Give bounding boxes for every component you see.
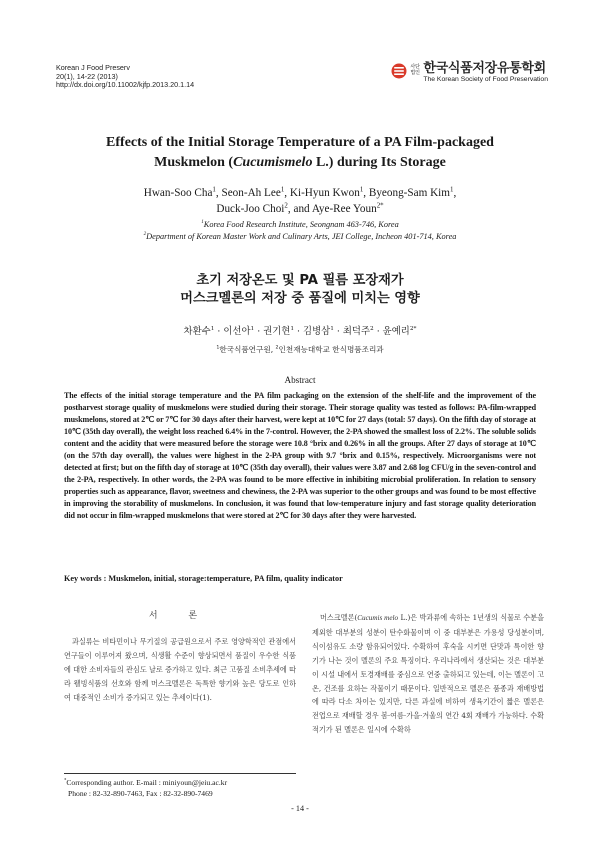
species-name: Cucumis melo: [357, 614, 399, 622]
korean-author-list: 차환수$^1$ · 이선아$^1$ · 권기현$^1$ · 김병삼$^1$ · 최덕주$^2$ · 윤예리$^{2*}$: [183, 325, 417, 337]
left-column: [64, 610, 296, 704]
footnote-phone: Phone : 82-32-890-7463, Fax : 82-32-890-7469: [68, 789, 213, 798]
authors-line-1: Hwan-Soo Cha$^1$, Seon-Ah Lee$^1$, Ki-Hyun Kwon$^1$, Byeong-Sam Kim$^1$,: [143, 185, 457, 199]
society-name-en: The Korean Society of Food Preservation: [423, 76, 548, 83]
author: Ki-Hyun Kwon: [289, 187, 360, 199]
journal-name: Korean J Food Preserv: [56, 63, 130, 72]
footnote-email: Corresponding author. E-mail : miniyoun@jeiu.ac.kr: [66, 778, 228, 787]
affiliation: $^2$Department of Korean Master Work and Culinary Arts, JEI College, Incheon 401-714, Korea: [143, 230, 457, 241]
keywords-label: Key words: [64, 574, 102, 583]
title-line-1: Effects of the Initial Storage Temperature of a PA Film-packaged: [106, 135, 494, 150]
author: Aye-Ree Youn: [311, 203, 377, 215]
authors-line-2: Duck-Joo Choi$^2$, and Aye-Ree Youn$^{2*}$: [216, 201, 384, 215]
society-name-ko: 한국식품저장유통학회: [423, 61, 546, 76]
keywords: Key words : Muskmelon, initial, storage:temperature, PA film, quality indicator: [64, 574, 343, 583]
author: Hwan-Soo Cha: [143, 187, 213, 199]
abstract-heading: Abstract: [284, 375, 316, 385]
keywords-text: Muskmelon, initial, storage:temperature, PA film, quality indicator: [108, 574, 343, 583]
journal-doi[interactable]: http://dx.doi.org/10.11002/kjfp.2013.20.1.14: [56, 80, 195, 90]
korean-affiliations: $^1$한국식품연구원, $^2$인천재능대학교 한식명품조리과: [216, 345, 384, 354]
page-number: - 14 -: [291, 804, 309, 813]
journal-issue: 20(1), 14-22 (2013): [56, 71, 118, 81]
korean-title: 초기 저장온도 및 PA 필름 포장재가 머스크멜론의 저장 중 품질에 미치는 영향: [180, 273, 420, 306]
society-small-label: 사단 법인: [410, 64, 420, 76]
intro-paragraph-right: 머스크멜론(Cucumis melo L.)은 박과류에 속하는 1년생의 식물로 수분을 제외한 대부분의 성분이 탄수화물이며 이 중 대부분은 가용성 당성분이며, 식이섬유도 소량 함유되어있다. 수확하여 후숙을 시키면 단맛과 특이한 향기가 나는 것이 멜론의 주요 특징이다. 우리나라에서 생산되는 것은 대부분이 시설 내에서 토경재배를 중심으로 연중 출하되고 있는데, 이는 멜론이 고온, 건조를 요하는 작물이기 때문이다. 일반적으로 멜론은 품종과 재배방법에 따라 다소 차이는 있지만, 다른 과실에 비하여 생육기간이 짧은 멜론은 전업으로 재배할 경우 봄·여름·가을·겨울의 연간 4회 재배가 가능하다. 수확적기가 된 멜론은 일시에 수확하: [312, 613, 544, 735]
author: Duck-Joo Choi: [216, 203, 285, 215]
title-line-2: Muskmelon (Cucumismelo L.) during Its Storage: [154, 155, 446, 170]
right-column: [312, 611, 544, 737]
abstract-text: The effects of the initial storage temperature and the PA film packaging on the extension of the shelf-life and the improvement of the postharvest storage quality of muskmelons were studied during their storage. Their storage quality was tested as follows: PA-film-wrapped muskmelons, stored at 2℃ or 7℃ for 30 days after their harvest, were kept at 10℃ for 27 days (total: 57 days). On the fifth day of storage at 10℃ (35th day overall), the weight loss reached 6.4% in the 7-control. However, the 2-PA showed the smallest loss of 2.2%. The soluble solids content and the acidity that were measured before the storage were 10.8 °brix and 0.26% in all the groups. After 27 days of storage at 10℃ (on the 57th day overall), the values were highest in the 2-PA group with 9.7 °brix and 0.15%, respectively. Microorganisms were not detected at first; but on the fifth day of storage at 10℃ (35th day overall), their values were 3.87 and 2.68 log CFU/g in the seven-control and the 2-PA, respectively. In other words, the 2-PA was found to be more effective in inhibiting microbial proliferation. In relation to sensory properties such as appearance, flavor, sweetness and chewiness, the 2-PA was superior to the other groups and was found to be most effective in improving the storability of muskmelons. In conclusion, it was found that low-temperature injury and fast storage quality deterioration did not occur in film-wrapped muskmelons that were stored at 2℃ for 30 days after they were harvested.: [64, 391, 536, 520]
corresponding-footnote: *Corresponding author. E-mail : miniyoun@jeiu.ac.kr Phone : 82-32-890-7463, Fax : 82-32-890-7469: [64, 773, 296, 799]
author-list: [60, 185, 540, 217]
affiliation: $^1$Korea Food Research Institute, Seongnam 463-746, Korea: [201, 219, 399, 229]
author: Byeong-Sam Kim: [368, 187, 450, 199]
author: Seon-Ah Lee: [221, 187, 281, 199]
species-name: Cucumismelo: [233, 155, 313, 170]
affiliations: [60, 219, 540, 242]
society-emblem-icon: [391, 63, 407, 79]
paper-title: [60, 133, 540, 173]
journal-citation: [56, 64, 194, 90]
section-heading-introduction: 서 론: [148, 611, 212, 621]
intro-paragraph-left: 과실류는 비타민이나 무기질의 공급원으로서 주로 영양학적인 관점에서 연구들이 이루어져 왔으며, 식생활 수준이 향상되면서 품질이 우수한 식품에 대한 소비자들의 관심도 날로 증가하고 있다. 최근 고품질 소비추세에 따라 웰빙식품의 선호와 함께 머스크멜론은 독특한 향기와 높은 당도로 인하여 대중적인 소비가 증가되고 있는 추세이다(1).: [64, 636, 296, 702]
society-logo: [391, 62, 548, 84]
